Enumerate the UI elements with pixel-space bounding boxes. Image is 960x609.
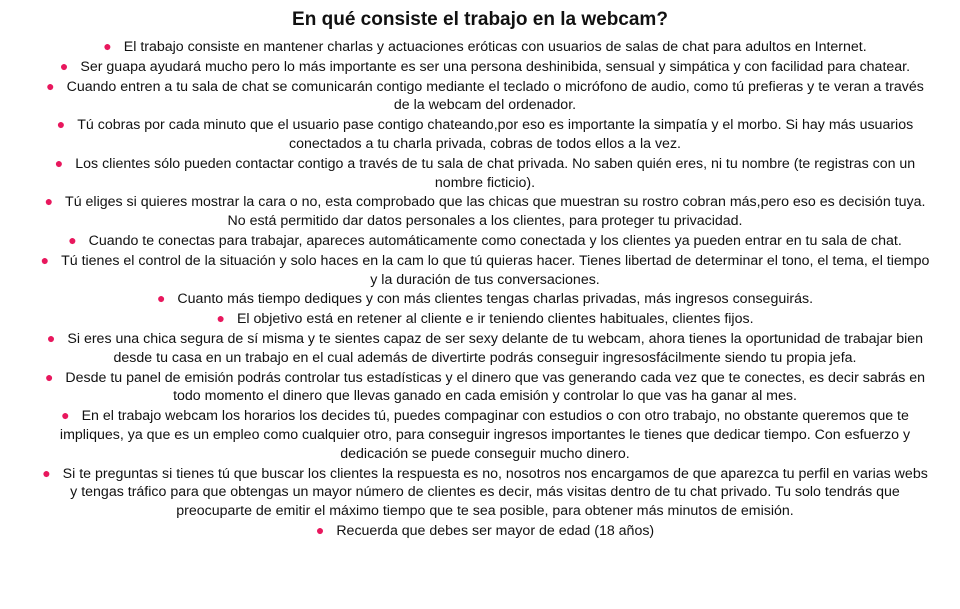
- list-item-text: Tú eliges si quieres mostrar la cara o no, esta comprobado que las chicas que muestran su rostro cobran más,pero eso es decisión tuya. No está permitido dar datos personales a los clientes, para proteger tu privacidad.: [65, 194, 926, 230]
- list-item-text: Cuanto más tiempo dediques y con más clientes tengas charlas privadas, más ingresos conseguirás.: [177, 291, 814, 308]
- list-item: [40, 251, 930, 290]
- list-item-text: Los clientes sólo pueden contactar contigo a través de tu sala de chat privada. No saben quién eres, ni tu nombre (te registras con un nombre ficticio).: [75, 155, 916, 191]
- bullet-icon: ●: [44, 193, 54, 210]
- list-item: [40, 77, 930, 116]
- list-item-text: Recuerda que debes ser mayor de edad (18 años): [336, 522, 655, 539]
- list-item: [40, 329, 930, 368]
- bullet-icon: ●: [216, 310, 225, 327]
- list-item-text: Si te preguntas si tienes tú que buscar los clientes la respuesta es no, nosotros nos encargamos de que aparezca tu perfil en varias webs y tengas tráfico para que obtengas un mayor número de clientes es decir, más visitas dentro de tu chat privado. Tu solo tendrás que preocuparte de emitir el máximo tiempo que te sea posible, para obtener más minutos de emisión.: [62, 465, 928, 520]
- list-item: [40, 406, 930, 463]
- bullet-icon: ●: [42, 464, 51, 481]
- bullet-icon: ●: [68, 231, 77, 248]
- list-item-text: En el trabajo webcam los horarios los decides tú, puedes compaginar con estudios o con otro trabajo, no obstante queremos que te impliques, ya que es un empleo como cualquier otro, para conseguir ingresos importantes le tienes que dedicar tiempo. Con esfuerzo y dedicación se puede conseguir mucho dinero.: [59, 408, 911, 462]
- list-item: [40, 57, 930, 77]
- list-item-text: Cuando te conectas para trabajar, apareces automáticamente como conectada y los clientes ya pueden entrar en tu sala de chat.: [88, 232, 902, 249]
- bullet-icon: ●: [46, 329, 56, 346]
- bullet-icon: ●: [59, 57, 69, 74]
- bullet-icon: ●: [40, 251, 50, 268]
- list-item: [40, 368, 930, 407]
- bullet-icon: ●: [56, 116, 66, 133]
- bullet-icon: ●: [156, 290, 166, 307]
- list-item: [40, 289, 930, 309]
- list-item-text: Ser guapa ayudará mucho pero lo más importante es ser una persona deshinibida, sensual y simpática y con facilidad para chatear.: [80, 58, 911, 75]
- list-item: [40, 192, 930, 231]
- list-item-text: Tú tienes el control de la situación y solo haces en la cam lo que tú quieras hacer. Tienes libertad de determinar el tono, el tema, el tiempo y la duración de tus conversaciones.: [61, 252, 930, 288]
- list-item: [40, 37, 930, 57]
- bullet-icon: ●: [46, 77, 55, 94]
- info-list: [0, 37, 960, 541]
- list-item: [40, 309, 930, 329]
- bullet-icon: ●: [44, 368, 54, 385]
- list-item-text: El trabajo consiste en mantener charlas y actuaciones eróticas con usuarios de salas de chat para adultos en Internet.: [123, 39, 867, 55]
- list-item: [40, 115, 930, 154]
- list-item-text: Cuando entren a tu sala de chat se comunicarán contigo mediante el teclado o micrófono de audio, como tú prefieras y te veran a través de la webcam del ordenador.: [66, 78, 924, 114]
- list-item: [40, 521, 930, 541]
- bullet-icon: ●: [61, 407, 70, 424]
- bullet-icon: ●: [103, 38, 112, 54]
- bullet-icon: ●: [54, 154, 64, 171]
- list-item: [40, 231, 930, 251]
- list-item: [40, 154, 930, 193]
- list-item-text: Tú cobras por cada minuto que el usuario pase contigo chateando,por eso es importante la simpatía y el morbo. Si hay más usuarios conectados a tu charla privada, cobras de todos ellos a la vez.: [77, 117, 914, 152]
- list-item-text: Si eres una chica segura de sí misma y te sientes capaz de ser sexy delante de tu webcam, ahora tienes la oportunidad de trabajar bien desde tu casa en un trabajo en el cual además de divertirte podrás conseguir ingresosfácilmente siendo tu propia jefa.: [67, 330, 924, 366]
- list-item-text: El objetivo está en retener al cliente e ir teniendo clientes habituales, clientes fijos.: [236, 311, 754, 328]
- list-item: [40, 464, 930, 521]
- page-title: En qué consiste el trabajo en la webcam?: [292, 9, 668, 30]
- list-item-text: Desde tu panel de emisión podrás controlar tus estadísticas y el dinero que vas generando cada vez que te conectes, es decir sabrás en todo momento el dinero que llevas ganado en cada emisión y controlar lo que vas ha ganar al mes.: [65, 369, 926, 405]
- bullet-icon: ●: [315, 521, 325, 538]
